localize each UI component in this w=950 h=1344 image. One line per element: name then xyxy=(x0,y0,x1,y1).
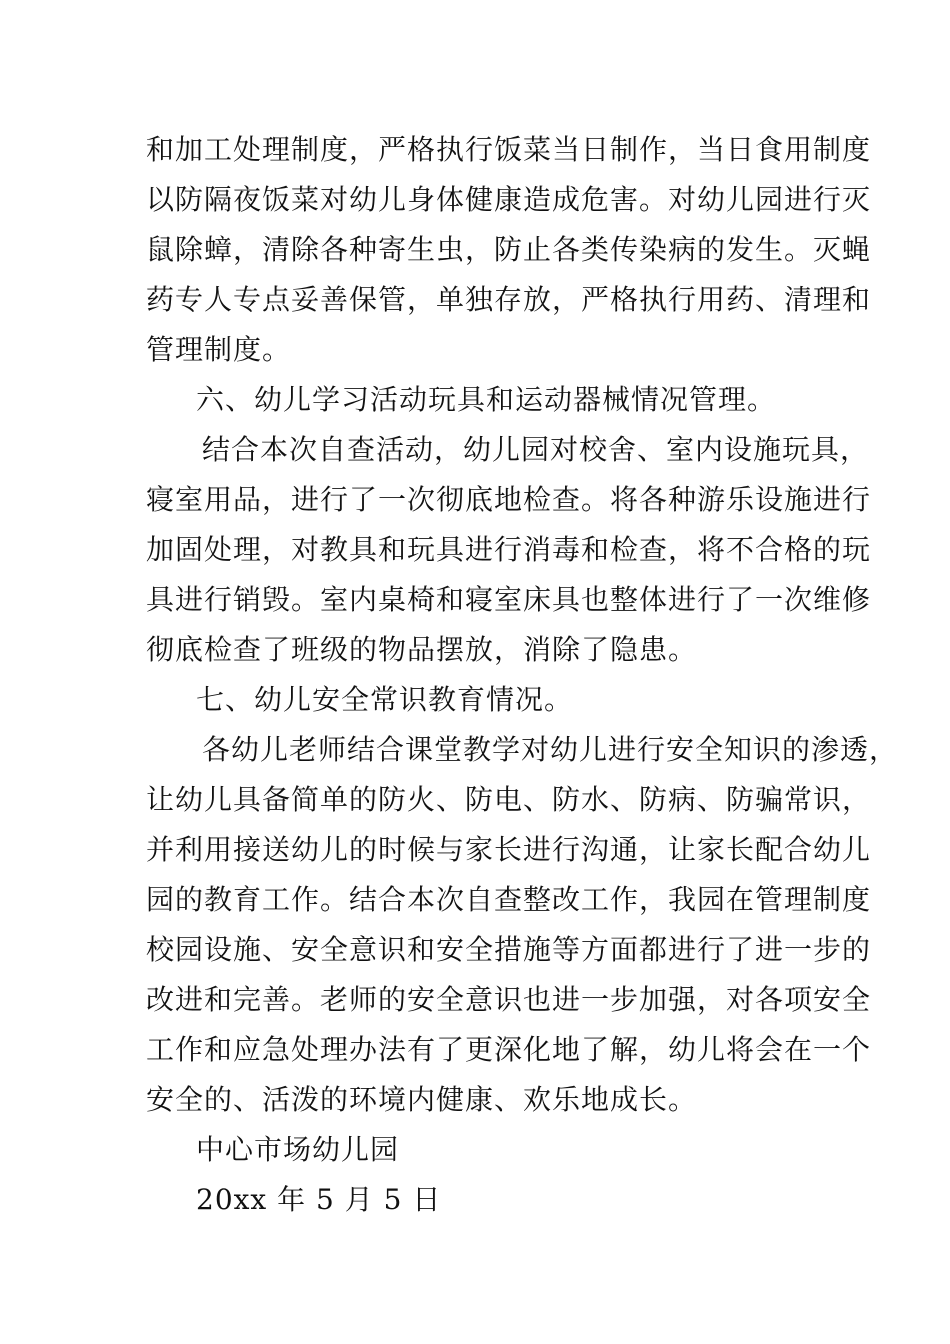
text-line: 药专人专点妥善保管，单独存放，严格执行用药、清理和 xyxy=(146,283,872,316)
text-line: 鼠除蟑，清除各种寄生虫，防止各类传染病的发生。灭蝇 xyxy=(146,233,872,266)
text-line: 彻底检查了班级的物品摆放，消除了隐患。 xyxy=(146,633,698,666)
text-line: 改进和完善。老师的安全意识也进一步加强，对各项安全 xyxy=(146,983,872,1016)
text-line: 园的教育工作。结合本次自查整改工作，我园在管理制度 xyxy=(146,883,872,916)
text-line: 和加工处理制度，严格执行饭菜当日制作，当日食用制度 xyxy=(146,133,872,166)
text-line: 以防隔夜饭菜对幼儿身体健康造成危害。对幼儿园进行灭 xyxy=(146,183,872,216)
text-line: 让幼儿具备简单的防火、防电、防水、防病、防骗常识， xyxy=(146,783,872,816)
text-line: 安全的、活泼的环境内健康、欢乐地成长。 xyxy=(146,1083,698,1116)
section-heading: 七、幼儿安全常识教育情况。 xyxy=(196,683,574,716)
text-line: 各幼儿老师结合课堂教学对幼儿进行安全知识的渗透， xyxy=(202,733,899,766)
text-line: 校园设施、安全意识和安全措施等方面都进行了进一步的 xyxy=(146,933,872,966)
text-line: 管理制度。 xyxy=(146,333,292,366)
signature-date: 20xx 年 5 月 5 日 xyxy=(196,1183,442,1216)
text-line: 寝室用品，进行了一次彻底地检查。将各种游乐设施进行 xyxy=(146,483,872,516)
signature-organization: 中心市场幼儿园 xyxy=(196,1133,400,1166)
text-line: 具进行销毁。室内桌椅和寝室床具也整体进行了一次维修 xyxy=(146,583,872,616)
text-line: 加固处理，对教具和玩具进行消毒和检查，将不合格的玩 xyxy=(146,533,872,566)
text-line: 并利用接送幼儿的时候与家长进行沟通，让家长配合幼儿 xyxy=(146,833,872,866)
text-line: 结合本次自查活动，幼儿园对校舍、室内设施玩具， xyxy=(202,433,870,466)
text-line: 工作和应急处理办法有了更深化地了解，幼儿将会在一个 xyxy=(146,1033,872,1066)
section-heading: 六、幼儿学习活动玩具和运动器械情况管理。 xyxy=(196,383,777,416)
